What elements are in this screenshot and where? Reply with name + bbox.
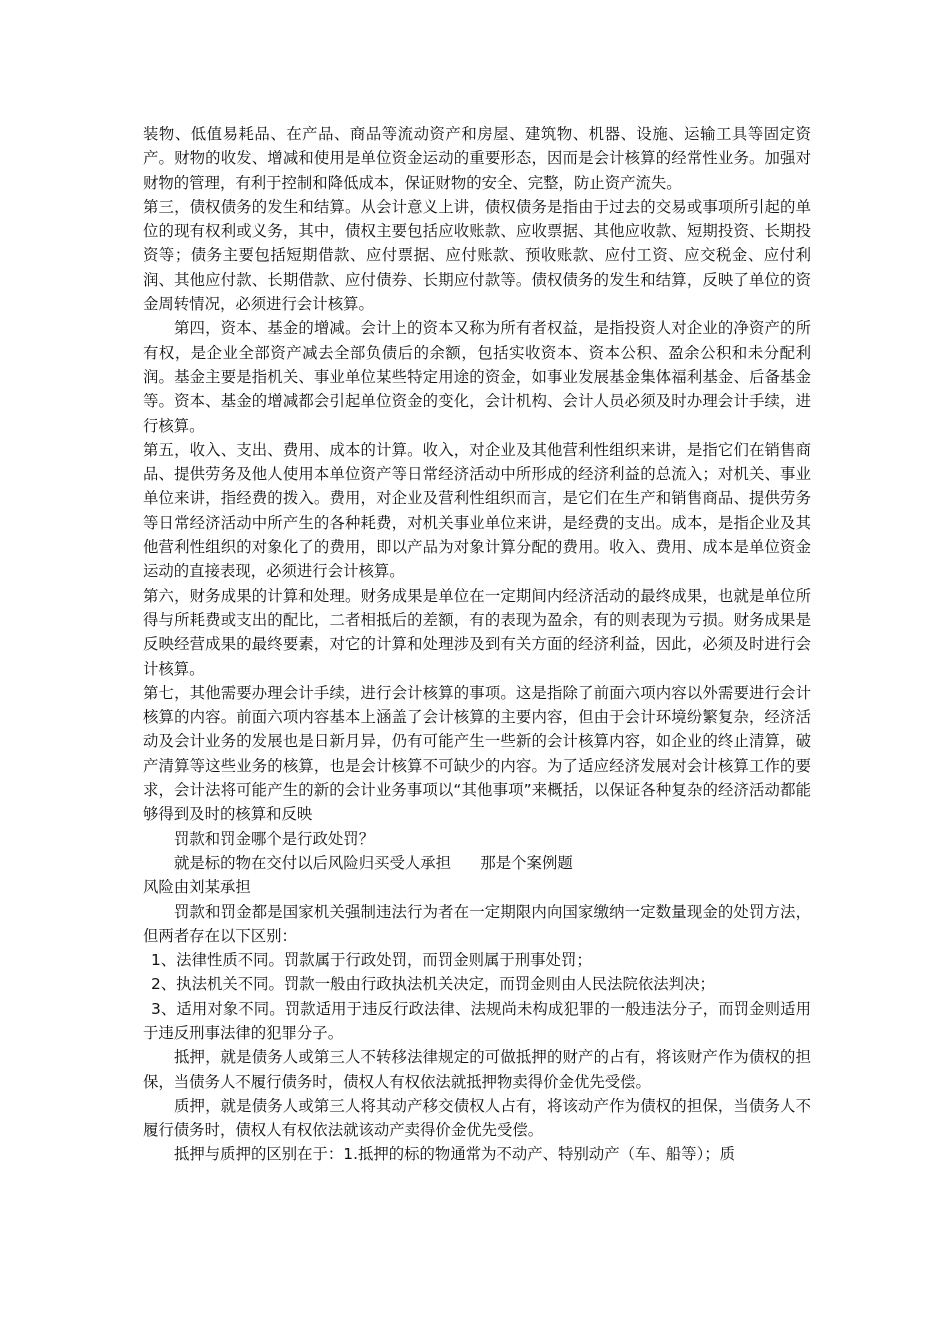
- list-item-3: 3、适用对象不同。罚款适用于违反行政法律、法规尚未构成犯罪的一般违法分子，而罚金则适用于违反刑事法律的犯罪分子。: [143, 999, 811, 1042]
- paragraph-difference: 抵押与质押的区别在于：1.抵押的标的物通常为不动产、特别动产（车、船等）；质: [174, 1145, 736, 1164]
- paragraph-fourth-capital: 第四，资本、基金的增减。会计上的资本又称为所有者权益，是指投资人对企业的净资产的所有权，是企业全部资产减去全部负债后的余额，包括实收资本、资本公积、盈余公积和未分配利润。基金主要是指机关、事业单位某些特定用途的资金，如事业发展基金集体福利基金、后备基金等。资本、基金的增减都会引起单位资金的变化，会计机构、会计人员必须及时办理会计手续，进行核算。: [143, 319, 811, 435]
- paragraph-sixth-results: 第六，财务成果的计算和处理。财务成果是单位在一定期间内经济活动的最终成果，也就是单位所得与所耗费或支出的配比，二者相抵后的差额，有的表现为盈余，有的则表现为亏损。财务成果是反映经营成果的最终要素，对它的计算和处理涉及到有关方面的经济利益，因此，必须及时进行会计核算。: [143, 586, 811, 678]
- note-risk-bearer: 风险由刘某承担: [143, 878, 251, 897]
- paragraph-third-debts: 第三，债权债务的发生和结算。从会计意义上讲，债权债务是指由于过去的交易或事项所引起的单位的现有权利或义务，其中，债权主要包括应收账款、应收票据、其他应收款、短期投资、长期投资等；债务主要包括短期借款、应付票据、应付账款、预收账款、应付工资、应交税金、应付利润、其他应付款、长期借款、应付债券、长期应付款等。债权债务的发生和结算，反映了单位的资金周转情况，必须进行会计核算。: [143, 197, 811, 314]
- paragraph-property-assets: 装物、低值易耗品、在产品、商品等流动资产和房屋、建筑物、机器、设施、运输工具等固定资产。财物的收发、增减和使用是单位资金运动的重要形态，因而是会计核算的经常性业务。加强对财物的管理，有利于控制和降低成本，保证财物的安全、完整，防止资产流失。: [143, 125, 811, 192]
- question-fine-penalty: 罚款和罚金哪个是行政处罚？: [174, 829, 375, 848]
- paragraph-pledge: 质押，就是债务人或第三人将其动产移交债权人占有，将该动产作为债权的担保，当债务人不履行债务时，债权人有权依法就该动产卖得价金优先受偿。: [143, 1096, 811, 1140]
- paragraph-fifth-income: 第五，收入、支出、费用、成本的计算。收入，对企业及其他营利性组织来讲，是指它们在销售商品、提供劳务及他人使用本单位资产等日常经济活动中所形成的经济利益的总流入；对机关、事业单位来讲，指经费的拨入。费用，对企业及营利性组织而言，是它们在生产和销售商品、提供劳务等日常经济活动中所产生的各种耗费，对机关事业单位来讲，是经费的支出。成本，是指企业及其他营利性组织的对象化了的费用，即以产品为对象计算分配的费用。收入、费用、成本是单位资金运动的直接表现，必须进行会计核算。: [143, 440, 811, 581]
- document-page: [143, 122, 811, 1167]
- list-item-2: 2、执法机关不同。罚款一般由行政执法机关决定，而罚金则由人民法院依法判决；: [151, 975, 715, 994]
- note-risk-transfer: 就是标的物在交付以后风险归买受人承担 那是个案例题: [174, 853, 573, 872]
- paragraph-seventh-other: 第七，其他需要办理会计手续，进行会计核算的事项。这是指除了前面六项内容以外需要进行会计核算的内容。前面六项内容基本上涵盖了会计核算的主要内容，但由于会计环境纷繁复杂，经济活动及会计业务的发展也是日新月异，仍有可能产生一些新的会计核算内容，如企业的终止清算，破产清算等这些业务的核算，也是会计核算不可缺少的内容。为了适应经济发展对会计核算工作的要求，会计法将可能产生的新的会计业务事项以“其他事项”来概括，以保证各种复杂的经济活动都能够得到及时的核算和反映: [143, 683, 811, 824]
- list-item-1: 1、法律性质不同。罚款属于行政处罚，而罚金则属于刑事处罚；: [151, 951, 592, 970]
- paragraph-fine-definition: 罚款和罚金都是国家机关强制违法行为者在一定期限内向国家缴纳一定数量现金的处罚方法，但两者存在以下区别：: [143, 902, 811, 945]
- paragraph-mortgage: 抵押，就是债务人或第三人不转移法律规定的可做抵押的财产的占有，将该财产作为债权的担保，当债务人不履行债务时，债权人有权依法就抵押物卖得价金优先受偿。: [143, 1048, 811, 1091]
